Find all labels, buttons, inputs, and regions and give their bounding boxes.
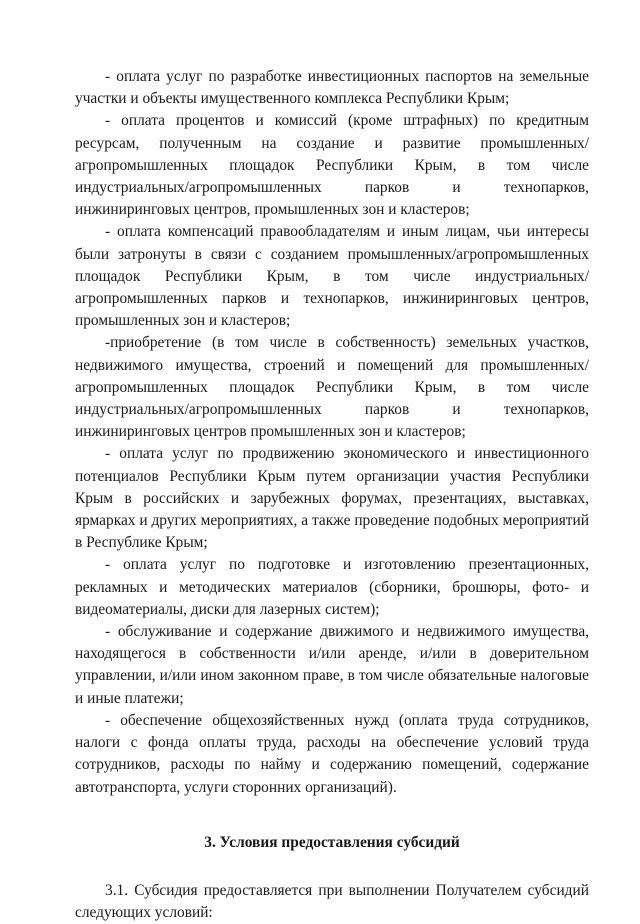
list-item: - обеспечение общехозяйственных нужд (оплата труда сотрудников, налоги с фонда оплаты труда, расходы на обеспечение условий труда сотрудников, расходы по найму и содержанию помещений, содержание автотранспорта, услуги сторонних организаций). [75,711,589,796]
list-item: - оплата услуг по продвижению экономического и инвестиционного потенциалов Республики Крым путем организации участия Республики Крым в российских и зарубежных форумах, презентациях, выставках, ярмарках и других мероприятиях, а также проведение подобных мероприятий в Республике Крым; [75,445,589,552]
list-item: - оплата услуг по подготовке и изготовлению презентационных, рекламных и методических материалов (сборники, брошюры, фото- и видеоматериалы, диски для лазерных систем); [75,556,589,618]
list-item: -приобретение (в том числе в собственность) земельных участков, недвижимого имущества, строений и помещений для промышленных/агропромышленных площадок Республики Крым, в том числе индустриальных/агропромышленных парков и технопарков, инжиниринговых центров промышленных зон и кластеров; [75,334,589,441]
section-heading: 3. Условия предоставления субсидий [204,833,460,851]
list-item: - оплата процентов и комиссий (кроме штрафных) по кредитным ресурсам, полученным на создание и развитие промышленных/агропромышленных площадок Республики Крым, в том числе индустриальных/агропромышленных парков и технопарков, инжиниринговых центров, промышленных зон и кластеров; [75,112,589,219]
list-item: - оплата услуг по разработке инвестиционных паспортов на земельные участки и объекты имущественного комплекса Республики Крым; [75,68,589,108]
document-body [75,66,589,924]
section-paragraph: 3.1. Субсидия предоставляется при выполнении Получателем субсидий следующих условий: [75,881,589,922]
list-item: - обслуживание и содержание движимого и недвижимого имущества, находящегося в собственности и/или аренде, и/или в доверительном управлении, и/или ином законном праве, в том числе обязательные налоговые и иные платежи; [75,623,589,707]
list-item: - оплата компенсаций правообладателям и иным лицам, чьи интересы были затронуты в связи с созданием промышленных/агропромышленных площадок Республики Крым, в том числе индустриальных/агропромышленных парков и технопарков, инжиниринговых центров, промышленных зон и кластеров; [75,223,589,330]
